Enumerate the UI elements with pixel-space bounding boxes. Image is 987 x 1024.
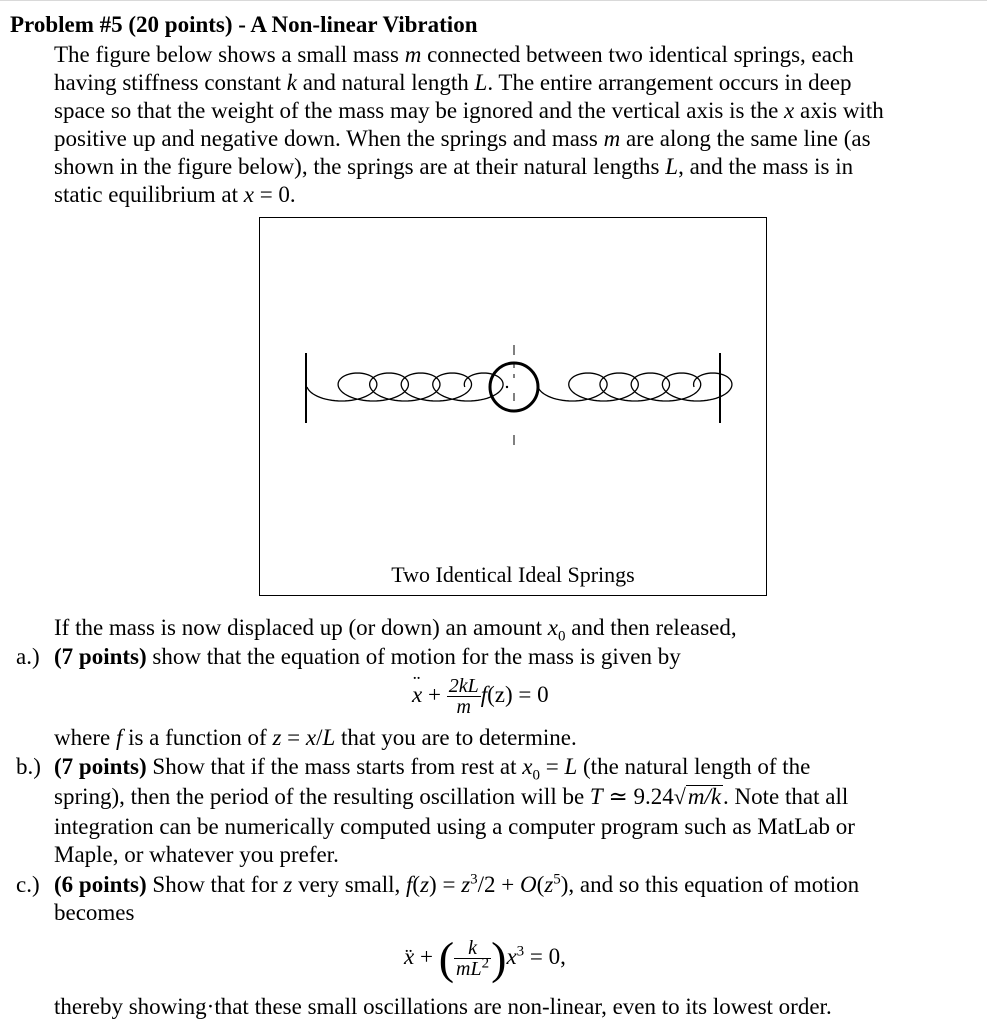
part-a-after: where f is a function of z = x/L that you are to determine. xyxy=(54,725,577,750)
part-c-line-1: (6 points) Show that for z very small, $f(z) = z^3/2 + O(z^5)$, and so this equation of motion xyxy=(54,871,860,897)
intro-line-5: shown in the figure below), the springs are at their natural lengths L, and the mass is in xyxy=(54,154,854,179)
top-rule xyxy=(0,0,987,1)
part-b-line-2: spring), then the period of the resulting oscillation will be T ≃ 9.24√m/k. Note that all xyxy=(54,784,849,809)
part-b-line-1: (7 points) Show that if the mass starts from rest at $x_0 = L$ (the natural length of the xyxy=(54,754,811,784)
intro-line-1: The figure below shows a small mass m connected between two identical springs, each xyxy=(54,42,854,67)
part-b-label: b.) xyxy=(16,754,41,779)
mass-circle xyxy=(490,363,538,411)
intro-line-3: space so that the weight of the mass may be ignored and the vertical axis is the x axis with xyxy=(54,98,884,123)
part-a-text: (7 points) show that the equation of motion for the mass is given by xyxy=(54,644,681,669)
part-c-line-2: becomes xyxy=(54,900,135,925)
problem-title: Problem #5 (20 points) - A Non-linear Vibration xyxy=(10,12,478,37)
part-c-text xyxy=(54,871,959,927)
left-spring xyxy=(307,373,503,401)
part-b-text xyxy=(54,753,959,869)
part-c-label: c.) xyxy=(16,872,40,897)
spring-mass-diagram xyxy=(260,218,768,597)
part-a-label: a.) xyxy=(16,644,40,669)
lead-sentence: If the mass is now displaced up (or down) an amount $x_0$ and then released, xyxy=(54,615,737,645)
part-b-line-4: Maple, or whatever you prefer. xyxy=(54,842,339,867)
intro-line-4: positive up and negative down. When the springs and mass m are along the same line (as xyxy=(54,126,871,151)
intro-line-6: static equilibrium at x = 0. xyxy=(54,182,296,207)
figure-caption: Two Identical Ideal Springs xyxy=(391,562,635,587)
equation-c: ¨ x + ( $\frac{k}{mL^2}$ )$x^3 = 0$, xyxy=(404,932,566,982)
equation-a: ¨ x + $\frac{2kL}{m}$ f(z) = 0 xyxy=(412,676,549,717)
part-b-line-3: integration can be numerically computed using a computer program such as MatLab or xyxy=(54,814,855,839)
closing-sentence: thereby showing·that these small oscillations are non-linear, even to its lowest order. xyxy=(54,994,832,1019)
intro-paragraph xyxy=(54,41,959,209)
intro-line-2: having stiffness constant k and natural length L. The entire arrangement occurs in deep xyxy=(54,70,852,95)
spring-figure xyxy=(259,217,767,596)
right-spring xyxy=(538,373,732,401)
mass-center-dot xyxy=(506,386,508,388)
